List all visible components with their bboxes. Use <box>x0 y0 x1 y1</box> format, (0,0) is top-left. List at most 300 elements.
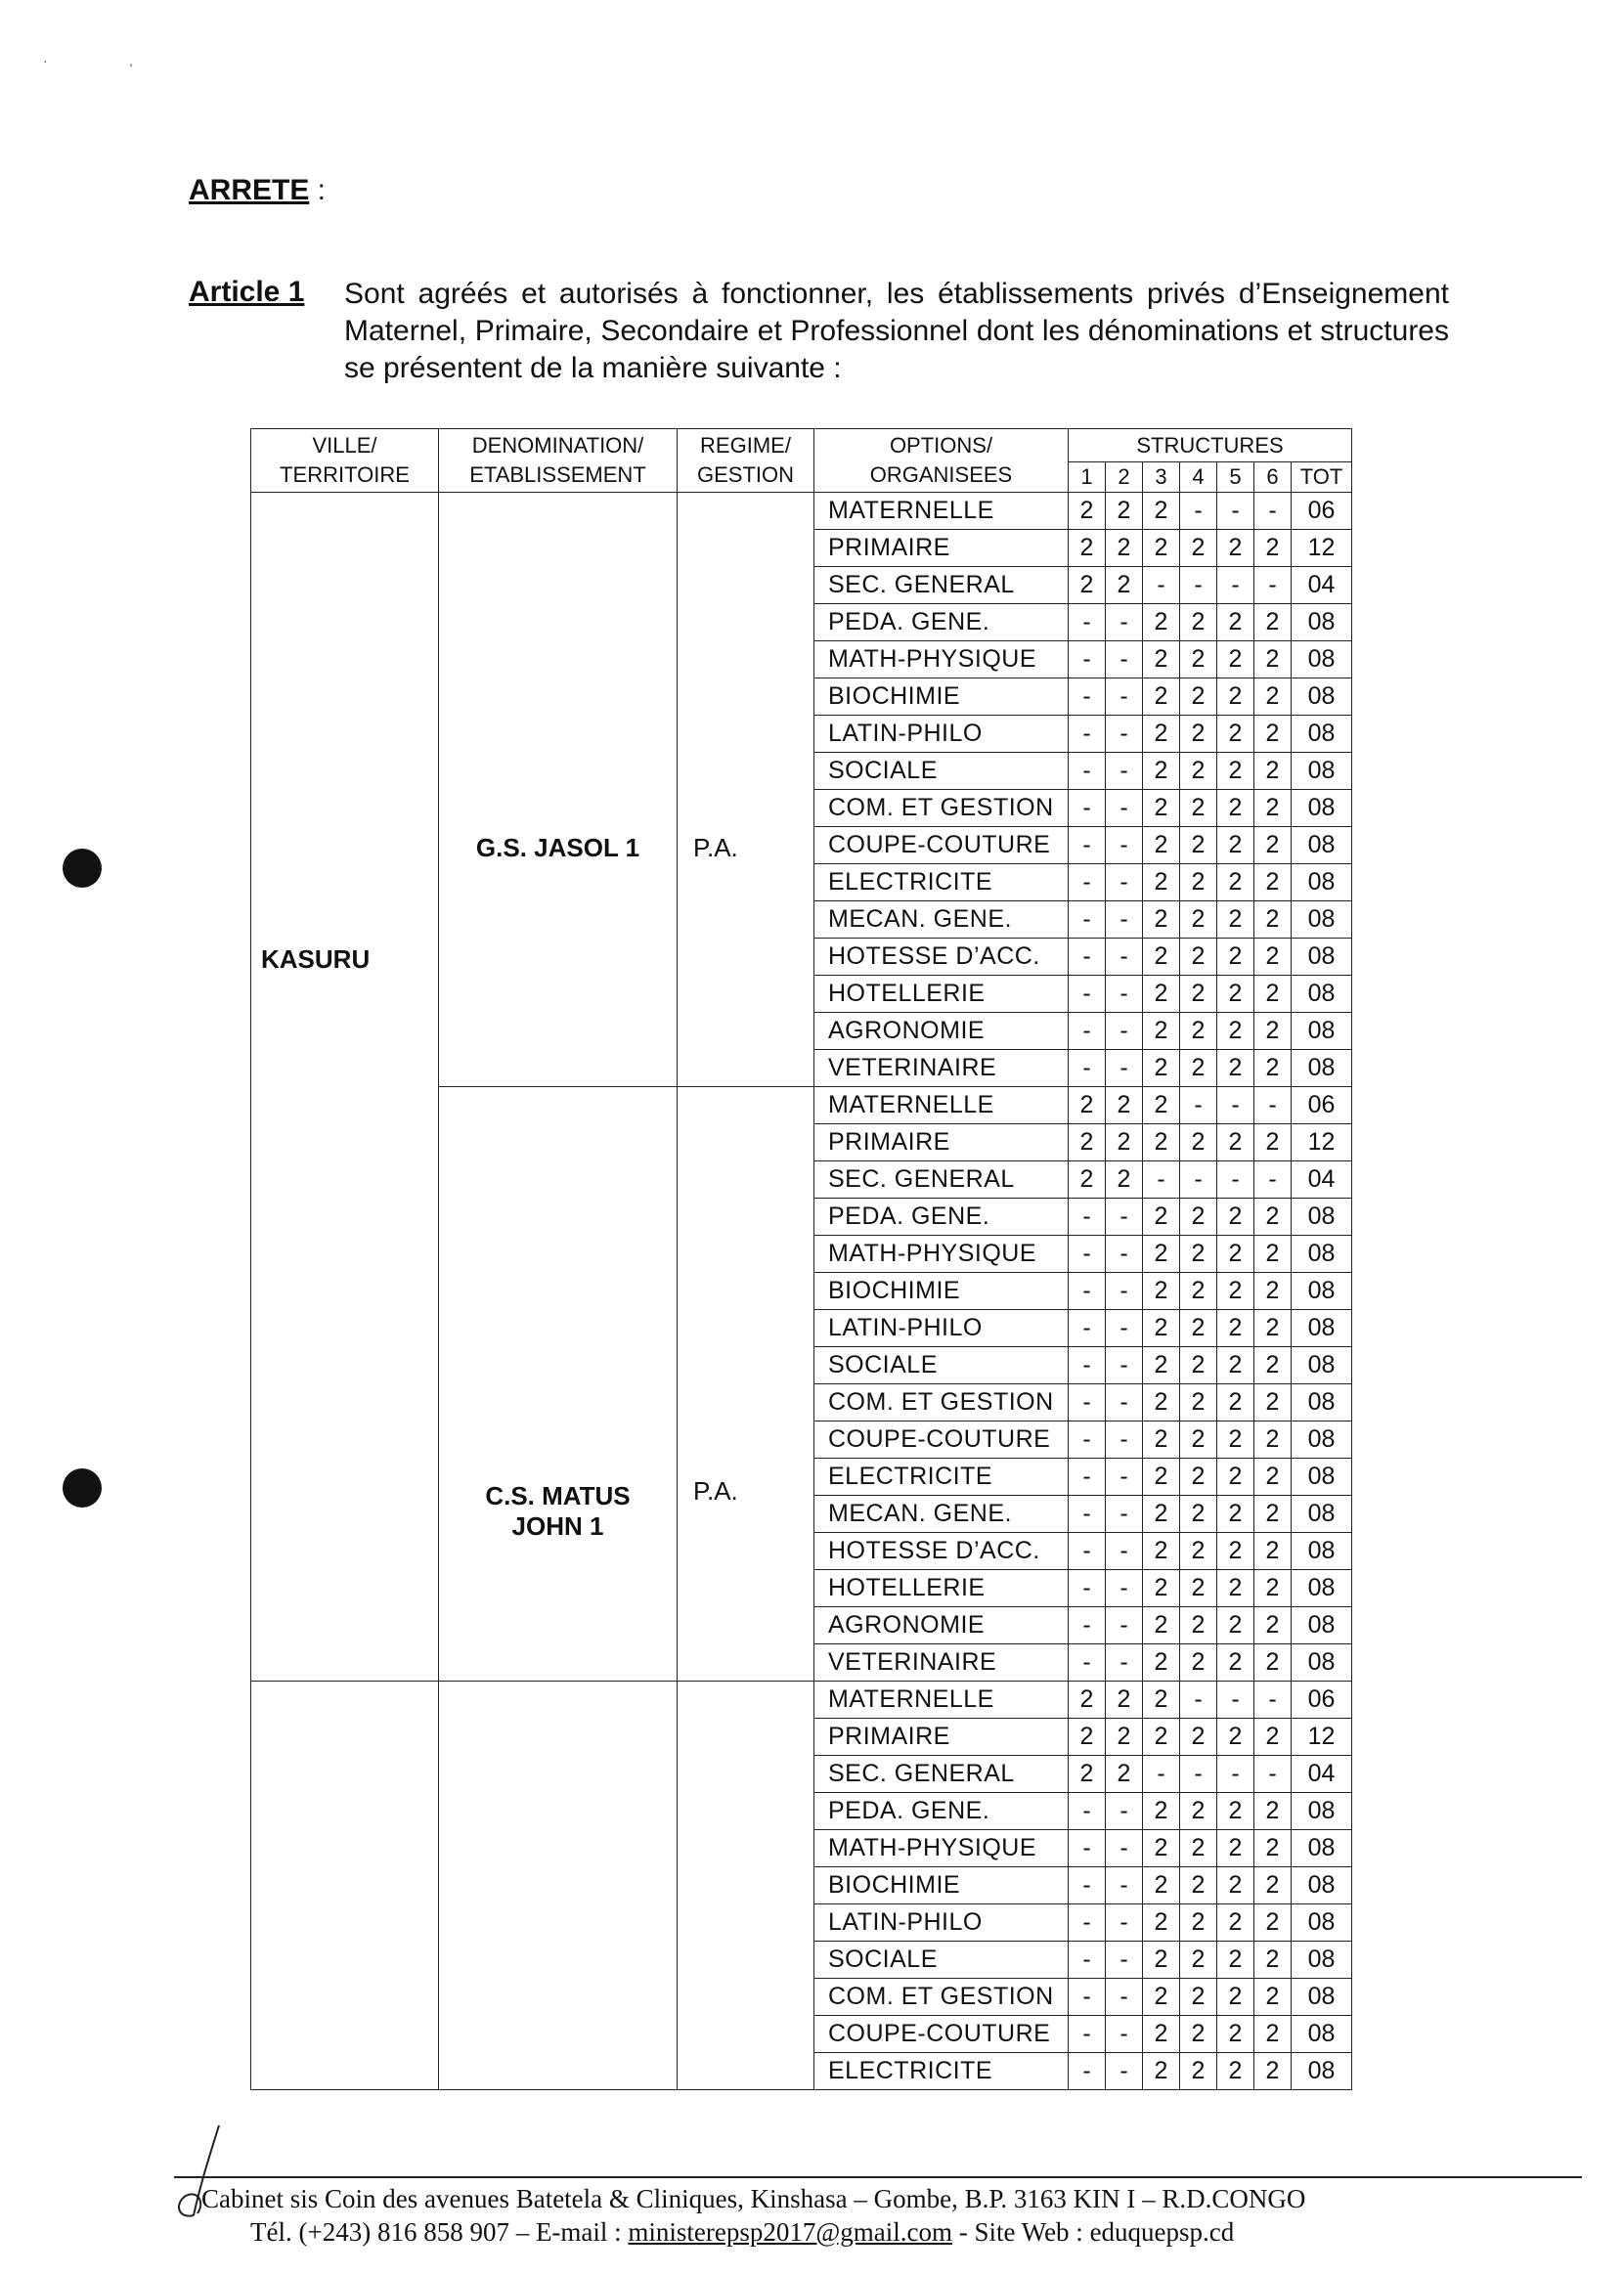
structure-value-cell: 2 <box>1180 1904 1217 1942</box>
option-cell: HOTESSE D’ACC. <box>814 939 1069 976</box>
structure-value-cell: 2 <box>1217 2053 1254 2090</box>
structure-value-cell: 2 <box>1217 1533 1254 1570</box>
header-ville <box>251 429 439 493</box>
option-cell: PEDA. GENE. <box>814 604 1069 641</box>
structure-value-cell: 2 <box>1106 1719 1143 1756</box>
structure-value-cell: - <box>1069 1347 1106 1384</box>
structure-total-cell: 08 <box>1292 1867 1352 1904</box>
structure-total-cell: 08 <box>1292 1050 1352 1087</box>
structure-value-cell: 2 <box>1217 641 1254 678</box>
structure-total-cell: 12 <box>1292 1124 1352 1161</box>
option-cell: COM. ET GESTION <box>814 1384 1069 1421</box>
structure-value-cell: - <box>1069 976 1106 1013</box>
structure-value-cell: - <box>1069 901 1106 939</box>
structure-value-cell: 2 <box>1180 976 1217 1013</box>
structure-total-cell: 06 <box>1292 1087 1352 1124</box>
structure-value-cell: 2 <box>1217 604 1254 641</box>
structure-value-cell: 2 <box>1143 1979 1180 2016</box>
structure-value-cell: - <box>1106 1384 1143 1421</box>
article-label: Article 1 <box>189 276 305 308</box>
structure-value-cell: 2 <box>1143 1942 1180 1979</box>
structure-value-cell: - <box>1069 1236 1106 1273</box>
option-cell: MATERNELLE <box>814 1087 1069 1124</box>
structure-value-cell: - <box>1069 939 1106 976</box>
structure-value-cell: 2 <box>1254 1050 1292 1087</box>
option-cell: COUPE-COUTURE <box>814 827 1069 864</box>
structure-value-cell: 2 <box>1143 1347 1180 1384</box>
structure-value-cell: - <box>1106 976 1143 1013</box>
structure-value-cell: - <box>1106 1273 1143 1310</box>
option-cell: BIOCHIMIE <box>814 678 1069 716</box>
regime-cell: P.A. <box>678 1087 814 1682</box>
structure-value-cell: 2 <box>1069 1161 1106 1199</box>
header-col-1: 1 <box>1069 462 1106 493</box>
margin-mark: , <box>129 53 133 68</box>
structures-table <box>250 428 1352 2090</box>
structure-value-cell: 2 <box>1180 753 1217 790</box>
structure-value-cell: 2 <box>1143 2053 1180 2090</box>
structure-value-cell: 2 <box>1180 604 1217 641</box>
structure-value-cell: - <box>1217 1682 1254 1719</box>
structure-value-cell: 2 <box>1106 530 1143 567</box>
structure-value-cell: 2 <box>1217 790 1254 827</box>
structure-value-cell: 2 <box>1254 1979 1292 2016</box>
option-cell: SOCIALE <box>814 1347 1069 1384</box>
structure-value-cell: 2 <box>1069 530 1106 567</box>
structure-value-cell: - <box>1106 1310 1143 1347</box>
option-cell: AGRONOMIE <box>814 1013 1069 1050</box>
structure-total-cell: 06 <box>1292 493 1352 530</box>
option-cell: BIOCHIMIE <box>814 1867 1069 1904</box>
structure-total-cell: 08 <box>1292 1310 1352 1347</box>
structure-value-cell: 2 <box>1180 1050 1217 1087</box>
structure-value-cell: 2 <box>1180 901 1217 939</box>
structure-value-cell: - <box>1106 2053 1143 2090</box>
structure-value-cell: 2 <box>1069 1124 1106 1161</box>
structure-value-cell: 2 <box>1143 1050 1180 1087</box>
structure-total-cell: 08 <box>1292 1904 1352 1942</box>
structure-total-cell: 08 <box>1292 1793 1352 1830</box>
option-cell: MATH-PHYSIQUE <box>814 641 1069 678</box>
structure-value-cell: 2 <box>1143 901 1180 939</box>
option-cell: COM. ET GESTION <box>814 790 1069 827</box>
structure-value-cell: 2 <box>1143 1682 1180 1719</box>
structure-value-cell: - <box>1106 1199 1143 1236</box>
structure-value-cell: 2 <box>1180 1459 1217 1496</box>
structure-value-cell: 2 <box>1106 1124 1143 1161</box>
option-cell: PRIMAIRE <box>814 530 1069 567</box>
structure-value-cell: - <box>1254 1087 1292 1124</box>
structure-value-cell: - <box>1069 1273 1106 1310</box>
footer-phone: Tél. (+243) 816 858 907 – E-mail : <box>250 2217 629 2247</box>
structure-value-cell: 2 <box>1143 493 1180 530</box>
structure-value-cell: 2 <box>1143 1867 1180 1904</box>
structure-value-cell: 2 <box>1254 1533 1292 1570</box>
structure-value-cell: 2 <box>1180 1496 1217 1533</box>
option-cell: LATIN-PHILO <box>814 1310 1069 1347</box>
structure-value-cell: 2 <box>1180 1644 1217 1682</box>
structure-value-cell: - <box>1106 1942 1143 1979</box>
footer-divider <box>174 2176 1582 2178</box>
structure-value-cell: 2 <box>1143 1719 1180 1756</box>
header-options-line2: ORGANISEES <box>869 462 1013 487</box>
structure-value-cell: 2 <box>1069 493 1106 530</box>
footer-contact <box>250 2217 1234 2248</box>
structure-total-cell: 08 <box>1292 678 1352 716</box>
structure-total-cell: 08 <box>1292 1830 1352 1867</box>
structure-total-cell: 08 <box>1292 1459 1352 1496</box>
regime-cell <box>678 1682 814 2090</box>
structure-value-cell: 2 <box>1180 1199 1217 1236</box>
structure-value-cell: 2 <box>1143 1384 1180 1421</box>
structure-value-cell: - <box>1106 604 1143 641</box>
structure-value-cell: 2 <box>1143 1904 1180 1942</box>
structure-value-cell: 2 <box>1143 1570 1180 1607</box>
structure-value-cell: 2 <box>1180 827 1217 864</box>
structure-value-cell: 2 <box>1143 1199 1180 1236</box>
structure-value-cell: - <box>1180 1087 1217 1124</box>
option-cell: ELECTRICITE <box>814 1459 1069 1496</box>
option-cell: BIOCHIMIE <box>814 1273 1069 1310</box>
structure-value-cell: - <box>1106 1421 1143 1459</box>
option-cell: MATH-PHYSIQUE <box>814 1236 1069 1273</box>
structure-value-cell: 2 <box>1217 1310 1254 1347</box>
option-cell: COUPE-COUTURE <box>814 2016 1069 2053</box>
option-cell: HOTELLERIE <box>814 976 1069 1013</box>
structure-value-cell: 2 <box>1106 1161 1143 1199</box>
structure-value-cell: - <box>1069 1533 1106 1570</box>
structure-value-cell: - <box>1069 1830 1106 1867</box>
structure-total-cell: 04 <box>1292 1756 1352 1793</box>
structure-value-cell: 2 <box>1254 678 1292 716</box>
structure-value-cell: - <box>1069 1793 1106 1830</box>
structure-value-cell: 2 <box>1106 1087 1143 1124</box>
structure-value-cell: 2 <box>1180 790 1217 827</box>
table-row <box>251 1682 1352 1719</box>
structure-value-cell: 2 <box>1254 1124 1292 1161</box>
structure-value-cell: - <box>1106 1607 1143 1644</box>
option-cell: AGRONOMIE <box>814 1607 1069 1644</box>
structure-total-cell: 08 <box>1292 641 1352 678</box>
structure-value-cell: 2 <box>1143 1793 1180 1830</box>
structure-value-cell: - <box>1069 678 1106 716</box>
structure-value-cell: 2 <box>1254 1459 1292 1496</box>
structure-value-cell: - <box>1254 1756 1292 1793</box>
structure-value-cell: - <box>1069 2016 1106 2053</box>
structure-value-cell: - <box>1106 1793 1143 1830</box>
structure-value-cell: - <box>1106 1979 1143 2016</box>
margin-mark: · <box>43 53 48 68</box>
structure-value-cell: - <box>1106 1050 1143 1087</box>
structure-total-cell: 08 <box>1292 864 1352 901</box>
structure-value-cell: - <box>1069 604 1106 641</box>
structure-total-cell: 04 <box>1292 567 1352 604</box>
structure-value-cell: 2 <box>1217 1013 1254 1050</box>
structure-value-cell: - <box>1254 567 1292 604</box>
structure-total-cell: 12 <box>1292 1719 1352 1756</box>
structure-value-cell: 2 <box>1217 939 1254 976</box>
structure-value-cell: 2 <box>1217 1347 1254 1384</box>
structure-value-cell: - <box>1106 901 1143 939</box>
structure-value-cell: - <box>1106 1830 1143 1867</box>
structure-value-cell: 2 <box>1254 1719 1292 1756</box>
option-cell: MATERNELLE <box>814 493 1069 530</box>
structure-value-cell: - <box>1217 1161 1254 1199</box>
structure-total-cell: 08 <box>1292 2016 1352 2053</box>
structure-value-cell: - <box>1069 1421 1106 1459</box>
option-cell: ELECTRICITE <box>814 864 1069 901</box>
structure-value-cell: 2 <box>1254 716 1292 753</box>
structure-value-cell: 2 <box>1180 1236 1217 1273</box>
option-cell: ELECTRICITE <box>814 2053 1069 2090</box>
structure-value-cell: 2 <box>1069 1719 1106 1756</box>
structure-value-cell: 2 <box>1180 1384 1217 1421</box>
structure-value-cell: 2 <box>1217 753 1254 790</box>
structure-value-cell: 2 <box>1143 1273 1180 1310</box>
structure-value-cell: 2 <box>1217 1570 1254 1607</box>
city-cell: KASURU <box>251 493 439 1682</box>
structure-value-cell: 2 <box>1217 716 1254 753</box>
header-col-tot: TOT <box>1292 462 1352 493</box>
structure-value-cell: 2 <box>1180 1979 1217 2016</box>
structure-value-cell: - <box>1069 1199 1106 1236</box>
structure-value-cell: 2 <box>1180 2016 1217 2053</box>
structure-total-cell: 08 <box>1292 1570 1352 1607</box>
establishment-name-line: JOHN 1 <box>511 1510 604 1541</box>
structure-value-cell: - <box>1106 1347 1143 1384</box>
structure-value-cell: 2 <box>1254 1421 1292 1459</box>
structure-value-cell: - <box>1106 939 1143 976</box>
structure-total-cell: 08 <box>1292 1607 1352 1644</box>
structure-value-cell: 2 <box>1254 1384 1292 1421</box>
structure-total-cell: 08 <box>1292 1979 1352 2016</box>
structure-value-cell: - <box>1069 1496 1106 1533</box>
structure-value-cell: 2 <box>1217 2016 1254 2053</box>
structure-value-cell: 2 <box>1143 1496 1180 1533</box>
header-denomination-line1: DENOMINATION/ <box>471 433 644 458</box>
structure-value-cell: 2 <box>1217 1644 1254 1682</box>
structure-value-cell: 2 <box>1254 1830 1292 1867</box>
structure-value-cell: - <box>1069 1904 1106 1942</box>
structure-value-cell: 2 <box>1217 530 1254 567</box>
structure-value-cell: - <box>1106 827 1143 864</box>
structure-value-cell: 2 <box>1254 901 1292 939</box>
header-ville-line2: TERRITOIRE <box>280 462 410 487</box>
structure-value-cell: 2 <box>1217 1199 1254 1236</box>
structure-value-cell: 2 <box>1106 493 1143 530</box>
header-denomination <box>439 429 678 493</box>
option-cell: MATH-PHYSIQUE <box>814 1830 1069 1867</box>
structure-value-cell: 2 <box>1254 1199 1292 1236</box>
structure-value-cell: - <box>1069 1310 1106 1347</box>
structure-value-cell: 2 <box>1180 1347 1217 1384</box>
structure-value-cell: 2 <box>1106 1756 1143 1793</box>
option-cell: SEC. GENERAL <box>814 1161 1069 1199</box>
structure-value-cell: - <box>1069 790 1106 827</box>
structure-total-cell: 04 <box>1292 1161 1352 1199</box>
structure-total-cell: 08 <box>1292 1942 1352 1979</box>
structure-value-cell: 2 <box>1217 1236 1254 1273</box>
structure-value-cell: 2 <box>1217 1459 1254 1496</box>
structure-total-cell: 08 <box>1292 1273 1352 1310</box>
header-options <box>814 429 1069 493</box>
structure-value-cell: 2 <box>1254 1496 1292 1533</box>
option-cell: COUPE-COUTURE <box>814 1421 1069 1459</box>
header-denomination-line2: ETABLISSEMENT <box>469 462 646 487</box>
structure-value-cell: 2 <box>1254 864 1292 901</box>
structure-value-cell: 2 <box>1217 1904 1254 1942</box>
structure-value-cell: 2 <box>1217 1273 1254 1310</box>
structure-value-cell: - <box>1069 1013 1106 1050</box>
structure-value-cell: 2 <box>1106 1682 1143 1719</box>
structure-value-cell: 2 <box>1217 1607 1254 1644</box>
structure-value-cell: 2 <box>1143 1830 1180 1867</box>
structure-value-cell: 2 <box>1180 1421 1217 1459</box>
structure-value-cell: 2 <box>1180 1719 1217 1756</box>
structure-value-cell: 2 <box>1143 790 1180 827</box>
structure-value-cell: 2 <box>1217 901 1254 939</box>
option-cell: HOTESSE D’ACC. <box>814 1533 1069 1570</box>
article-text: Sont agréés et autorisés à fonctionner, les établissements privés d’Enseignement Maternel, Primaire, Secondaire et Professionnel dont les dénominations et structures se présentent de la manière suivante : <box>344 278 1449 384</box>
structure-value-cell: - <box>1106 864 1143 901</box>
structure-total-cell: 08 <box>1292 1199 1352 1236</box>
structure-value-cell: - <box>1069 1050 1106 1087</box>
structure-value-cell: - <box>1143 1161 1180 1199</box>
structure-value-cell: - <box>1106 1867 1143 1904</box>
structure-value-cell: 2 <box>1180 641 1217 678</box>
header-options-line1: OPTIONS/ <box>889 433 993 458</box>
structure-value-cell: - <box>1180 1682 1217 1719</box>
structure-value-cell: 2 <box>1217 1979 1254 2016</box>
structure-value-cell: - <box>1069 716 1106 753</box>
structure-value-cell: - <box>1069 753 1106 790</box>
header-col-4: 4 <box>1180 462 1217 493</box>
structure-total-cell: 12 <box>1292 530 1352 567</box>
option-cell: SEC. GENERAL <box>814 1756 1069 1793</box>
structure-value-cell: - <box>1069 1979 1106 2016</box>
structure-value-cell: 2 <box>1217 1942 1254 1979</box>
structure-value-cell: - <box>1106 1496 1143 1533</box>
structure-value-cell: - <box>1106 716 1143 753</box>
structure-value-cell: 2 <box>1217 1867 1254 1904</box>
structure-value-cell: 2 <box>1180 530 1217 567</box>
structure-value-cell: 2 <box>1180 864 1217 901</box>
structure-total-cell: 08 <box>1292 1496 1352 1533</box>
structure-value-cell: - <box>1069 827 1106 864</box>
structure-value-cell: - <box>1143 567 1180 604</box>
structure-value-cell: 2 <box>1217 1050 1254 1087</box>
option-cell: HOTELLERIE <box>814 1570 1069 1607</box>
structure-value-cell: 2 <box>1143 604 1180 641</box>
punch-hole-icon <box>63 1468 102 1508</box>
structure-value-cell: 2 <box>1254 604 1292 641</box>
structure-value-cell: 2 <box>1217 1830 1254 1867</box>
structure-value-cell: 2 <box>1217 976 1254 1013</box>
structure-value-cell: 2 <box>1180 1570 1217 1607</box>
structure-value-cell: - <box>1069 864 1106 901</box>
city-cell-continued <box>251 1682 439 2090</box>
structure-total-cell: 08 <box>1292 790 1352 827</box>
structure-value-cell: - <box>1106 1644 1143 1682</box>
structure-value-cell: - <box>1254 493 1292 530</box>
structure-value-cell: 2 <box>1254 530 1292 567</box>
header-regime-line1: REGIME/ <box>700 433 791 458</box>
structure-value-cell: - <box>1217 1756 1254 1793</box>
structure-value-cell: 2 <box>1180 1942 1217 1979</box>
option-cell: PRIMAIRE <box>814 1719 1069 1756</box>
option-cell: PEDA. GENE. <box>814 1199 1069 1236</box>
option-cell: SOCIALE <box>814 753 1069 790</box>
structure-value-cell: 2 <box>1254 1904 1292 1942</box>
structure-value-cell: - <box>1106 1904 1143 1942</box>
structure-value-cell: 2 <box>1254 2053 1292 2090</box>
structure-value-cell: 2 <box>1180 1533 1217 1570</box>
structure-value-cell: 2 <box>1106 567 1143 604</box>
structure-value-cell: 2 <box>1180 678 1217 716</box>
structure-value-cell: - <box>1180 493 1217 530</box>
structure-value-cell: 2 <box>1180 716 1217 753</box>
structure-total-cell: 08 <box>1292 753 1352 790</box>
structure-value-cell: 2 <box>1180 1013 1217 1050</box>
structure-value-cell: 2 <box>1254 1867 1292 1904</box>
structure-value-cell: 2 <box>1143 827 1180 864</box>
structure-value-cell: - <box>1106 1013 1143 1050</box>
header-col-5: 5 <box>1217 462 1254 493</box>
structure-value-cell: 2 <box>1217 864 1254 901</box>
structure-total-cell: 08 <box>1292 1421 1352 1459</box>
structure-total-cell: 08 <box>1292 1644 1352 1682</box>
arrete-heading-colon: : <box>309 174 327 206</box>
footer-email-link[interactable]: ministerepsp2017@gmail.com <box>628 2217 952 2247</box>
punch-hole-icon <box>63 849 102 888</box>
structure-value-cell: 2 <box>1254 641 1292 678</box>
header-regime <box>678 429 814 493</box>
structure-value-cell: 2 <box>1143 1421 1180 1459</box>
structure-value-cell: 2 <box>1143 1607 1180 1644</box>
structure-value-cell: 2 <box>1180 1830 1217 1867</box>
header-structures: STRUCTURES <box>1069 429 1352 462</box>
structure-value-cell: - <box>1069 1384 1106 1421</box>
structure-value-cell: - <box>1217 1087 1254 1124</box>
structure-value-cell: - <box>1143 1756 1180 1793</box>
structure-value-cell: 2 <box>1254 753 1292 790</box>
structure-value-cell: - <box>1106 1533 1143 1570</box>
structure-value-cell: - <box>1106 1236 1143 1273</box>
structure-value-cell: - <box>1069 1570 1106 1607</box>
option-cell: MECAN. GENE. <box>814 1496 1069 1533</box>
structure-total-cell: 08 <box>1292 1347 1352 1384</box>
structure-value-cell: 2 <box>1217 1124 1254 1161</box>
structure-total-cell: 08 <box>1292 1533 1352 1570</box>
establishment-name-cell: G.S. JASOL 1 <box>439 493 678 1087</box>
structure-value-cell: 2 <box>1180 939 1217 976</box>
structure-value-cell: 2 <box>1217 1384 1254 1421</box>
structure-value-cell: - <box>1069 1459 1106 1496</box>
structure-value-cell: - <box>1106 2016 1143 2053</box>
header-col-2: 2 <box>1106 462 1143 493</box>
structure-value-cell: - <box>1180 567 1217 604</box>
structure-value-cell: 2 <box>1143 864 1180 901</box>
structure-value-cell: 2 <box>1143 641 1180 678</box>
structure-value-cell: 2 <box>1143 1644 1180 1682</box>
option-cell: MECAN. GENE. <box>814 901 1069 939</box>
structure-value-cell: 2 <box>1143 976 1180 1013</box>
structure-value-cell: 2 <box>1254 976 1292 1013</box>
structure-value-cell: - <box>1106 641 1143 678</box>
structure-value-cell: 2 <box>1180 1867 1217 1904</box>
structure-value-cell: 2 <box>1143 1236 1180 1273</box>
structure-value-cell: 2 <box>1254 939 1292 976</box>
